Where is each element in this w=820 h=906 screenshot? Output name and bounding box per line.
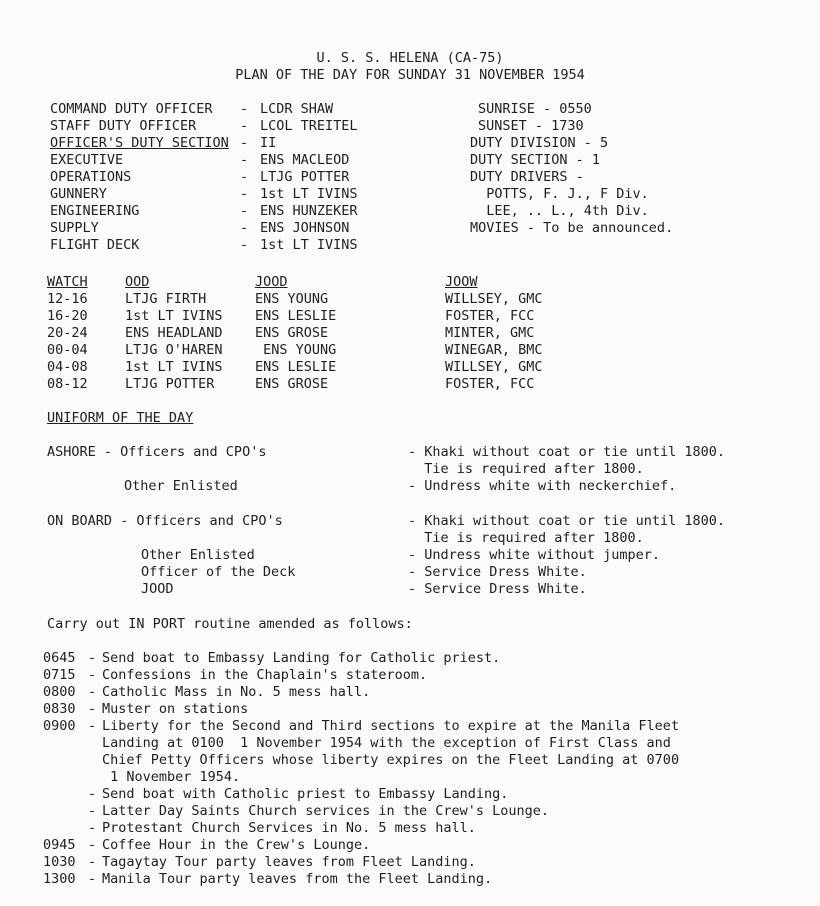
list-item: 0830 - Muster on stations xyxy=(43,701,249,717)
table-row: 12-16 LTJG FIRTH ENS YOUNG WILLSEY, GMC xyxy=(47,291,543,307)
ashore-enlisted-uniform: - Undress white with neckerchief. xyxy=(408,478,677,494)
duty-role: EXECUTIVE xyxy=(50,152,124,168)
table-row: 16-20 1st LT IVINS ENS LESLIE FOSTER, FCC xyxy=(47,308,535,324)
onboard-jood-uniform: - Service Dress White. xyxy=(408,581,587,597)
list-item: - Latter Day Saints Church services in the Crew's Lounge. xyxy=(88,803,550,819)
onboard-jood: JOOD xyxy=(141,581,174,597)
onboard-officers: ON BOARD - Officers and CPO's xyxy=(47,513,283,529)
routine-list xyxy=(43,650,782,888)
duty-section: DUTY SECTION - 1 xyxy=(470,152,601,168)
duty-drivers: DUTY DRIVERS - xyxy=(470,169,584,185)
onboard-enlisted-uniform: - Undress white without jumper. xyxy=(408,547,660,563)
duty-name: ENS JOHNSON xyxy=(260,220,350,236)
list-item: - Protestant Church Services in No. 5 mess hall. xyxy=(88,820,476,836)
duty-name: LCOL TREITEL xyxy=(260,118,358,134)
list-item: 0645 - Send boat to Embassy Landing for Catholic priest. xyxy=(43,650,501,666)
duty-role: STAFF DUTY OFFICER xyxy=(50,118,197,134)
routine-intro: Carry out IN PORT routine amended as follows: xyxy=(47,616,413,632)
list-item: 0900 - Liberty for the Second and Third sections to expire at the Manila Fleet Landing at 0100 1 November 1954 with the exception of First Class and Chief Petty Officers whose liberty expires on the Fleet Landing at 0700 1 November 1954. xyxy=(43,718,680,785)
duty-role: COMMAND DUTY OFFICER xyxy=(50,101,213,117)
plan-title: PLAN OF THE DAY FOR SUNDAY 31 NOVEMBER 1954 xyxy=(235,67,585,83)
list-item: 1030 - Tagaytay Tour party leaves from Fleet Landing. xyxy=(43,854,476,870)
onboard-officers-uniform: - Khaki without coat or tie until 1800. xyxy=(408,513,725,529)
duty-role: OFFICER'S DUTY SECTION xyxy=(50,135,229,151)
duty-role: FLIGHT DECK xyxy=(50,237,140,253)
table-row: 00-04 LTJG O'HAREN ENS YOUNG WINEGAR, BMC xyxy=(47,342,543,358)
ship-title: U. S. S. HELENA (CA-75) xyxy=(316,50,504,66)
duty-name: ENS MACLEOD xyxy=(260,152,350,168)
watch-table xyxy=(47,274,595,393)
ashore-enlisted: Other Enlisted xyxy=(124,478,238,494)
onboard-tie-note: Tie is required after 1800. xyxy=(408,530,644,546)
list-item: 0715 - Confessions in the Chaplain's stateroom. xyxy=(43,667,428,683)
ashore-officers-uniform: - Khaki without coat or tie until 1800. xyxy=(408,444,725,460)
duty-name: LTJG POTTER xyxy=(260,169,350,185)
movies: MOVIES - To be announced. xyxy=(470,220,674,236)
driver-1: POTTS, F. J., F Div. xyxy=(470,186,649,202)
driver-2: LEE, .. L., 4th Div. xyxy=(470,203,649,219)
duty-role: GUNNERY xyxy=(50,186,107,202)
duty-name: II xyxy=(260,135,277,151)
duty-name: LCDR SHAW xyxy=(260,101,334,117)
duty-role: SUPPLY xyxy=(50,220,99,236)
duty-name: ENS HUNZEKER xyxy=(260,203,358,219)
duty-role: ENGINEERING xyxy=(50,203,140,219)
list-item: 1300 - Manila Tour party leaves from the Fleet Landing. xyxy=(43,871,493,887)
onboard-ood: Officer of the Deck xyxy=(141,564,296,580)
list-item: 0945 - Coffee Hour in the Crew's Lounge. xyxy=(43,837,371,853)
sunrise: SUNRISE - 0550 xyxy=(478,101,592,117)
duty-role: OPERATIONS xyxy=(50,169,132,185)
table-row: 08-12 LTJG POTTER ENS GROSE FOSTER, FCC xyxy=(47,376,535,392)
list-item: - Send boat with Catholic priest to Embassy Landing. xyxy=(88,786,509,802)
list-item: 0800 - Catholic Mass in No. 5 mess hall. xyxy=(43,684,371,700)
uniform-title: UNIFORM OF THE DAY xyxy=(47,410,194,426)
duty-name: 1st LT IVINS xyxy=(260,186,358,202)
ashore-tie-note: Tie is required after 1800. xyxy=(408,461,644,477)
sunset: SUNSET - 1730 xyxy=(478,118,584,134)
table-row: 20-24 ENS HEADLAND ENS GROSE MINTER, GMC xyxy=(47,325,535,341)
onboard-enlisted: Other Enlisted xyxy=(141,547,255,563)
duty-officers: COMMAND DUTY OFFICER - LCDR SHAW STAFF DUTY OFFICER - LCOL TREITEL OFFICER'S DUTY SECTION - II EXECUTIVE - ENS MACLEOD OPERATIONS - LTJG POTTER GUNNERY - 1st LT IVINS ENGINEERING - ENS HUNZEKER SUPPLY - ENS JOHNSON FLIGHT DECK - 1st LT IVINS xyxy=(50,101,358,253)
duty-name: 1st LT IVINS xyxy=(260,237,358,253)
onboard-ood-uniform: - Service Dress White. xyxy=(408,564,587,580)
ashore-officers: ASHORE - Officers and CPO's xyxy=(47,444,267,460)
duty-division: DUTY DIVISION - 5 xyxy=(470,135,609,151)
table-row: 04-08 1st LT IVINS ENS LESLIE WILLSEY, GMC xyxy=(47,359,543,375)
watch-header: WATCH OOD JOOD JOOW xyxy=(47,274,478,290)
